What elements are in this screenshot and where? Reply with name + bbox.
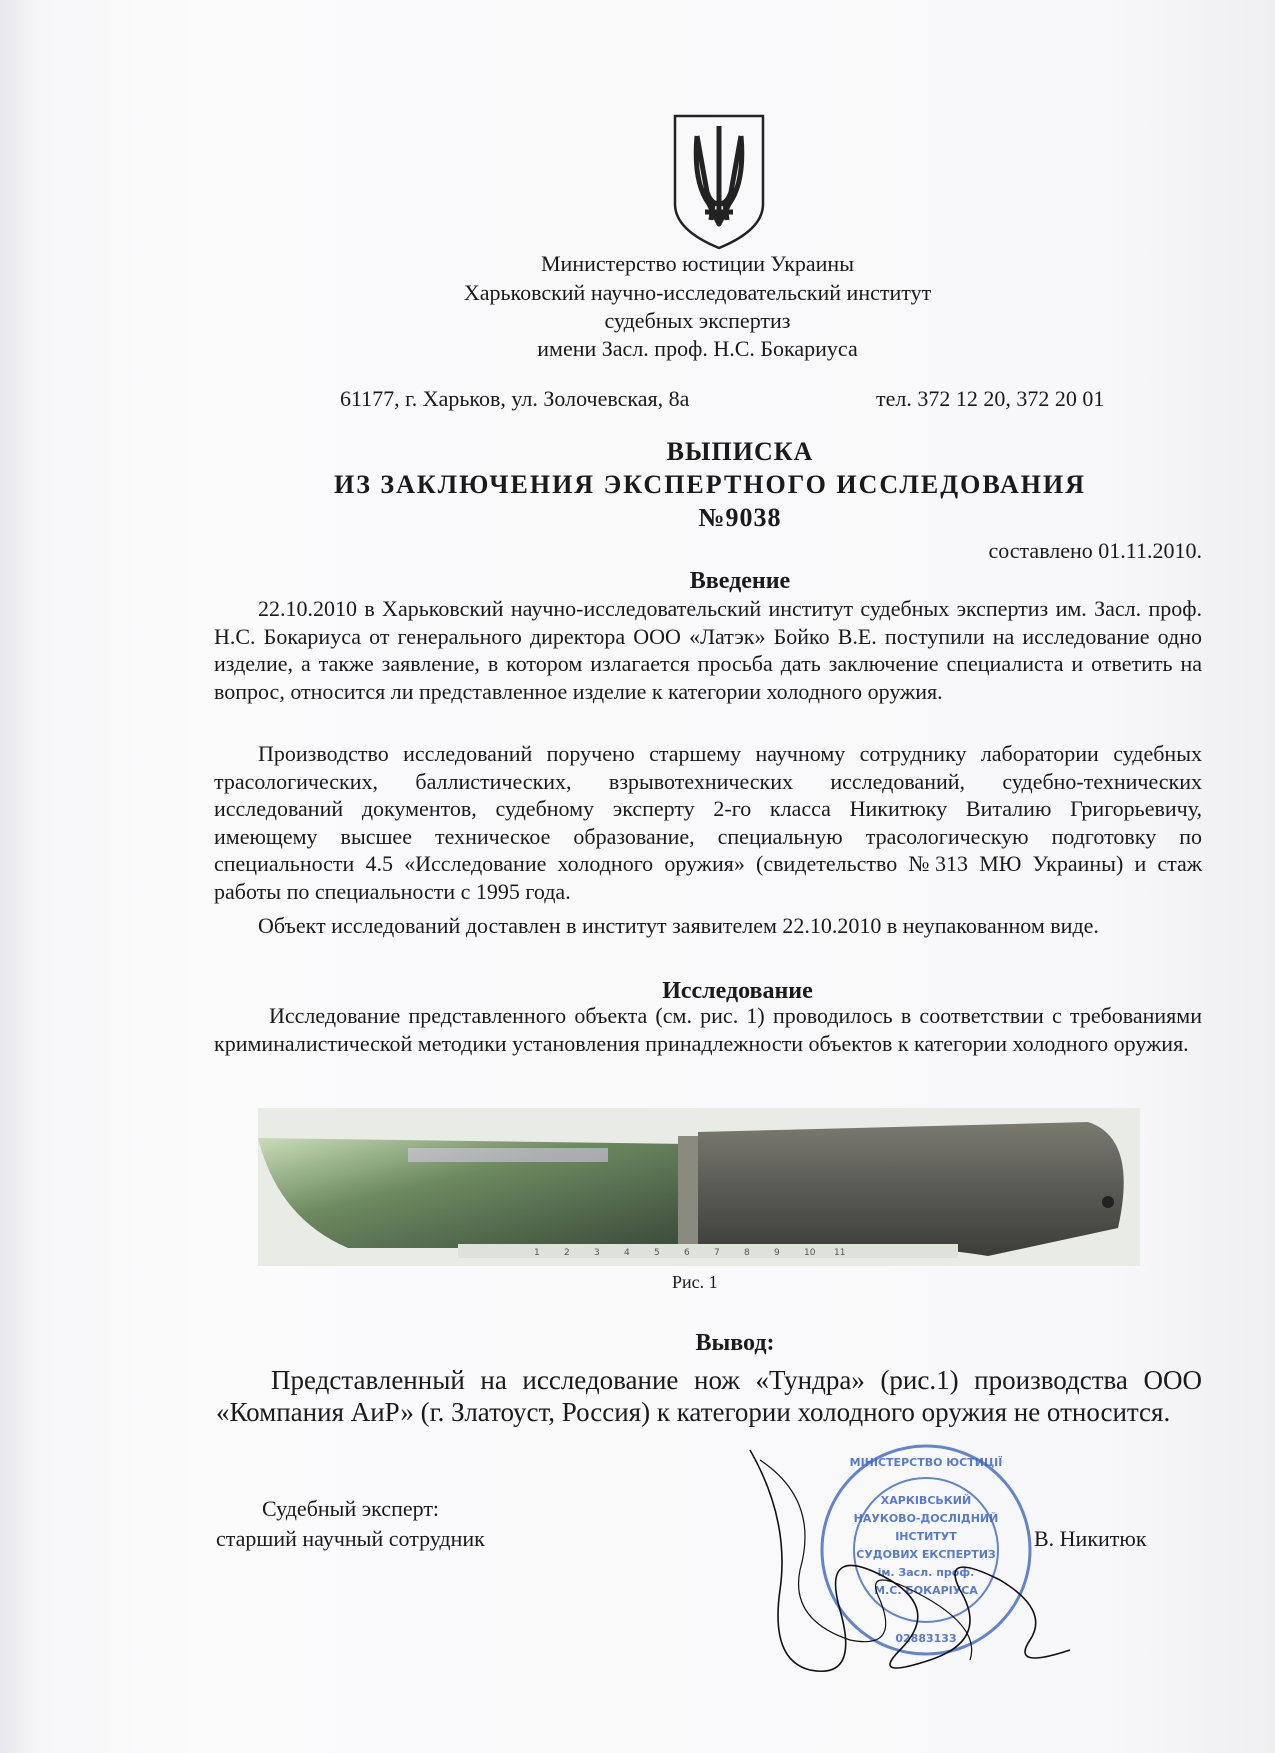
- header-address: 61177, г. Харьков, ул. Золочевская, 8а: [340, 386, 690, 411]
- ruler-mark: 11: [834, 1248, 846, 1258]
- document-title: ВЫПИСКА: [666, 437, 814, 466]
- research-paragraph: Исследование представленного объекта (см. рис. 1) проводилось в соответствии с требованиями криминалистической методики установления принадлежности объектов к категории холодного оружия.: [214, 1003, 1202, 1056]
- svg-text:ім. Засл. проф.: ім. Засл. проф.: [877, 1566, 975, 1579]
- document-number: №9038: [698, 503, 782, 532]
- section-heading-intro: Введение: [689, 568, 791, 594]
- intro-paragraph-3: Объект исследований доставлен в институт заявителем 22.10.2010 в неупакованном виде.: [258, 913, 1099, 938]
- header-phone: тел. 372 12 20, 372 20 01: [876, 386, 1105, 411]
- handwritten-signature: [730, 1440, 1090, 1680]
- ruler-mark: 7: [714, 1248, 720, 1258]
- conclusion-paragraph: Представленный на исследование нож «Тундра» (рис.1) производства ООО «Компания АиР» (г. Златоуст, Россия) к категории холодного оружия не относится.: [216, 1365, 1202, 1427]
- svg-text:НАУКОВО-ДОСЛІДНИЙ: НАУКОВО-ДОСЛІДНИЙ: [853, 1512, 999, 1525]
- svg-text:ХАРКІВСЬКИЙ: ХАРКІВСЬКИЙ: [880, 1494, 972, 1507]
- header-institute-name: имени Засл. проф. Н.С. Бокариуса: [537, 336, 858, 361]
- ruler-mark: 8: [744, 1248, 750, 1258]
- ruler-mark: 10: [804, 1248, 816, 1258]
- ruler-mark: 6: [684, 1248, 690, 1258]
- figure-caption: Рис. 1: [672, 1272, 718, 1292]
- header-institute: Харьковский научно-исследовательский институт: [463, 280, 932, 305]
- knife-photo: [258, 1108, 1140, 1266]
- intro-paragraph-2: Производство исследований поручено старшему научному сотруднику лаборатории судебных трасологических, баллистических, взрывотехнических исследований, судебно-технических исследований документов, судебному эксперту 2-го класса Никитюку Виталию Григорьевичу, имеющему высшее техническое образование, специальную трасологическую подготовку по специальности 4.5 «Исследование холодного оружия» (свидетельство №313 МЮ Украины) и стаж работы по специальности с 1995 года.: [214, 741, 1202, 904]
- document-date: составлено 01.11.2010.: [988, 538, 1202, 563]
- ruler-mark: 5: [654, 1248, 660, 1258]
- document-subtitle: ИЗ ЗАКЛЮЧЕНИЯ ЭКСПЕРТНОГО ИССЛЕДОВАНИЯ: [333, 470, 1087, 499]
- svg-text:МІНІСТЕРСТВО ЮСТИЦІЇ: МІНІСТЕРСТВО ЮСТИЦІЇ: [849, 1456, 1003, 1469]
- ruler-mark: 2: [564, 1248, 570, 1258]
- ruler-mark: 4: [624, 1248, 630, 1258]
- svg-text:02883133: 02883133: [895, 1632, 957, 1645]
- signer-name: В. Никитюк: [1034, 1526, 1147, 1551]
- header-institute-2: судебных экспертиз: [604, 308, 791, 333]
- svg-text:М.С. БОКАРІУСА: М.С. БОКАРІУСА: [874, 1584, 978, 1597]
- ukraine-coat-of-arms-icon: [669, 112, 769, 252]
- ruler-mark: 9: [774, 1248, 780, 1258]
- section-heading-research: Исследование: [662, 978, 813, 1004]
- svg-text:СУДОВИХ ЕКСПЕРТИЗ: СУДОВИХ ЕКСПЕРТИЗ: [856, 1548, 996, 1561]
- header-ministry: Министерство юстиции Украины: [541, 251, 854, 276]
- svg-text:ІНСТИТУТ: ІНСТИТУТ: [895, 1530, 957, 1543]
- ruler-mark: 3: [594, 1248, 600, 1258]
- ruler-mark: 1: [534, 1248, 540, 1258]
- signer-role: Судебный эксперт:: [262, 1496, 440, 1521]
- intro-paragraph-1: 22.10.2010 в Харьковский научно-исследовательский институт судебных экспертиз им. Засл. проф. Н.С. Бокариуса от генерального директора ООО «Латэк» Бойко В.Е. поступили на исследование одно изделие, а также заявление, в котором излагается просьба дать заключение специалиста и ответить на вопрос, относится ли представленное изделие к категории холодного оружия.: [214, 596, 1202, 704]
- signer-position: старший научный сотрудник: [216, 1526, 485, 1551]
- section-heading-conclusion: Вывод:: [695, 1330, 775, 1356]
